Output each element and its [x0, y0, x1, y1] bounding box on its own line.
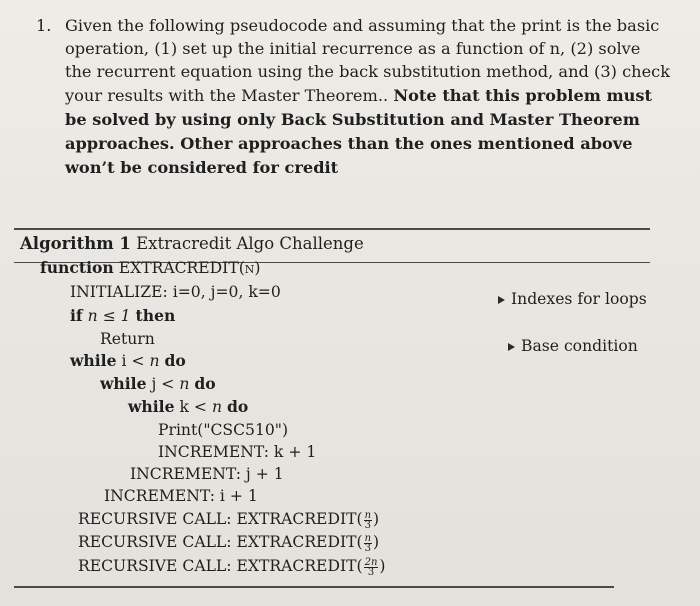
algorithm-title: [20, 234, 364, 253]
while-k-do: do: [226, 397, 249, 416]
recursive-call-3-close: ): [379, 557, 386, 575]
fraction-numerator: n: [364, 509, 372, 521]
if-condition: n ≤ 1: [87, 307, 131, 325]
comment-base: [508, 337, 638, 355]
then-keyword: then: [135, 306, 176, 325]
comment-indexes-text: Indexes for loops: [511, 290, 647, 308]
while-j-keyword: while: [100, 374, 147, 393]
problem-line-2: operation, (1) set up the initial recurrence as a function of n, (2) solve: [65, 39, 641, 58]
fraction-denominator: 3: [364, 519, 371, 531]
problem-line-4-text: your results with the Master Theorem..: [65, 86, 389, 105]
function-keyword: function: [40, 258, 114, 277]
print-line: Print("CSC510"): [158, 421, 289, 439]
increment-j-line: INCREMENT: j + 1: [130, 465, 284, 483]
while-i-do: do: [164, 351, 186, 370]
recursive-call-2: [78, 531, 379, 553]
while-j-cond: j <: [151, 375, 175, 393]
recursive-call-1-close: ): [373, 510, 380, 528]
recursive-call-1-text: RECURSIVE CALL: EXTRACREDIT(: [78, 510, 363, 528]
algorithm-bottom-rule: [14, 586, 614, 588]
comment-triangle-icon: [498, 296, 505, 304]
fraction-denominator: 3: [364, 542, 371, 554]
if-line: [70, 305, 175, 327]
while-k-line: [128, 396, 248, 418]
problem-number: 1.: [36, 16, 52, 35]
problem-line-3: the recurrent equation using the back substitution method, and (3) check: [65, 62, 671, 81]
problem-line-4-bold: Note that this problem must: [393, 86, 652, 105]
fraction-numerator: 2n: [364, 556, 378, 568]
algorithm-top-rule: [14, 228, 650, 230]
problem-line-1: Given the following pseudocode and assuming that the print is the basic: [65, 16, 660, 35]
algorithm-number: Algorithm 1: [20, 234, 131, 253]
recursive-call-3-text: RECURSIVE CALL: EXTRACREDIT(: [78, 557, 363, 575]
algorithm-name: Extracredit Algo Challenge: [136, 234, 364, 253]
while-j-line: [100, 373, 216, 395]
recursive-call-3: [78, 555, 386, 577]
while-k-keyword: while: [128, 397, 175, 416]
increment-i-line: INCREMENT: i + 1: [104, 487, 258, 505]
increment-k-line: INCREMENT: k + 1: [158, 443, 317, 461]
recursive-call-2-fraction: [364, 534, 372, 553]
fraction-denominator: 3: [367, 566, 375, 578]
recursive-call-2-text: RECURSIVE CALL: EXTRACREDIT(: [78, 533, 363, 551]
function-line: [40, 257, 261, 279]
problem-line-7: won’t be considered for credit: [65, 158, 339, 177]
comment-triangle-icon: [508, 343, 515, 351]
fraction-numerator: n: [364, 532, 372, 544]
return-line: Return: [100, 330, 155, 348]
function-name: EXTRACREDIT(n): [118, 259, 261, 277]
recursive-call-3-fraction: [364, 558, 379, 577]
while-i-line: [70, 350, 186, 372]
while-i-cond: i <: [121, 352, 145, 370]
problem-line-5: be solved by using only Back Substitution and Master Theorem: [65, 110, 640, 129]
while-j-do: do: [194, 374, 216, 393]
while-k-n: n: [211, 398, 222, 416]
recursive-call-1: [78, 508, 379, 530]
initialize-line: INITIALIZE: i=0, j=0, k=0: [70, 283, 281, 301]
recursive-call-1-fraction: [364, 511, 372, 530]
recursive-call-2-close: ): [373, 533, 380, 551]
comment-base-text: Base condition: [521, 337, 638, 355]
comment-indexes: [498, 290, 647, 308]
problem-line-6: approaches. Other approaches than the ones mentioned above: [65, 134, 633, 153]
if-keyword: if: [70, 306, 83, 325]
problem-line-4: [65, 84, 652, 107]
while-k-cond: k <: [179, 398, 207, 416]
while-i-keyword: while: [70, 351, 117, 370]
while-i-n: n: [149, 352, 160, 370]
while-j-n: n: [179, 375, 190, 393]
